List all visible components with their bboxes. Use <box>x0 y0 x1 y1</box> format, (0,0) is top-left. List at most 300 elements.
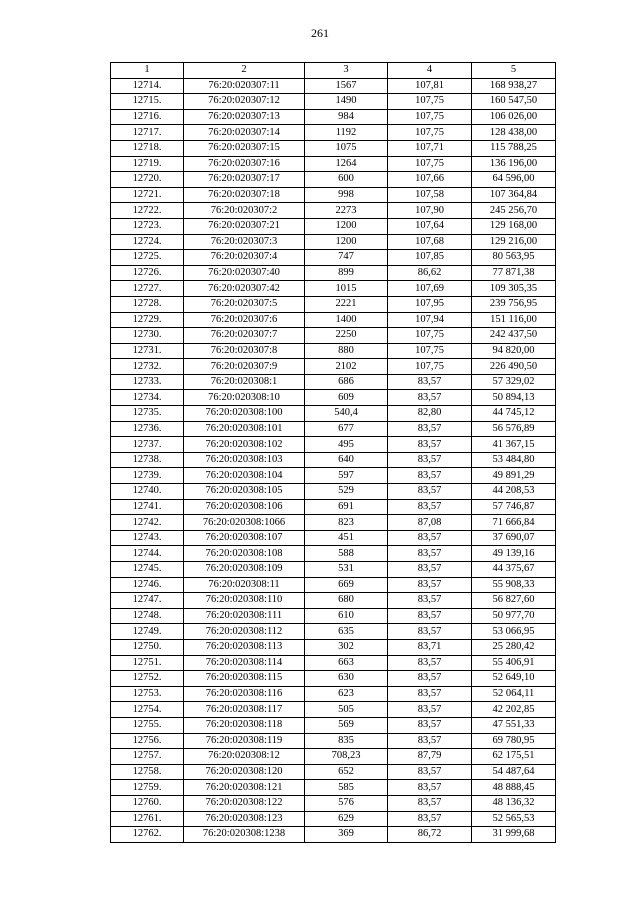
amount-cell: 25 280,42 <box>472 639 556 655</box>
area-cell: 686 <box>305 374 388 390</box>
rate-cell: 107,94 <box>388 312 472 328</box>
rate-cell: 83,57 <box>388 764 472 780</box>
amount-cell: 129 168,00 <box>472 218 556 234</box>
rate-cell: 107,71 <box>388 140 472 156</box>
row-number-cell: 12762. <box>111 827 184 843</box>
rate-cell: 83,57 <box>388 795 472 811</box>
table-row <box>111 374 556 390</box>
row-number-cell: 12731. <box>111 343 184 359</box>
area-cell: 505 <box>305 702 388 718</box>
table-row <box>111 593 556 609</box>
area-cell: 823 <box>305 515 388 531</box>
cadastral-number-cell: 76:20:020307:11 <box>184 78 305 94</box>
area-cell: 531 <box>305 562 388 578</box>
area-cell: 2250 <box>305 328 388 344</box>
rate-cell: 107,66 <box>388 172 472 188</box>
area-cell: 369 <box>305 827 388 843</box>
area-cell: 529 <box>305 484 388 500</box>
area-cell: 630 <box>305 671 388 687</box>
amount-cell: 128 438,00 <box>472 125 556 141</box>
amount-cell: 54 487,64 <box>472 764 556 780</box>
cadastral-number-cell: 76:20:020308:115 <box>184 671 305 687</box>
row-number-cell: 12729. <box>111 312 184 328</box>
rate-cell: 107,90 <box>388 203 472 219</box>
row-number-cell: 12738. <box>111 452 184 468</box>
cadastral-number-cell: 76:20:020307:13 <box>184 109 305 125</box>
row-number-cell: 12741. <box>111 499 184 515</box>
amount-cell: 115 788,25 <box>472 140 556 156</box>
table-row <box>111 546 556 562</box>
area-cell: 998 <box>305 187 388 203</box>
amount-cell: 55 908,33 <box>472 577 556 593</box>
cadastral-number-cell: 76:20:020307:2 <box>184 203 305 219</box>
row-number-cell: 12749. <box>111 624 184 640</box>
cadastral-number-cell: 76:20:020307:21 <box>184 218 305 234</box>
table-body <box>111 78 556 842</box>
area-cell: 2102 <box>305 359 388 375</box>
cadastral-number-cell: 76:20:020307:8 <box>184 343 305 359</box>
row-number-cell: 12744. <box>111 546 184 562</box>
table-row <box>111 125 556 141</box>
table-row <box>111 312 556 328</box>
cadastral-number-cell: 76:20:020308:110 <box>184 593 305 609</box>
amount-cell: 136 196,00 <box>472 156 556 172</box>
rate-cell: 83,57 <box>388 717 472 733</box>
table-header-row <box>111 63 556 79</box>
cadastral-number-cell: 76:20:020307:42 <box>184 281 305 297</box>
amount-cell: 109 305,35 <box>472 281 556 297</box>
rate-cell: 87,79 <box>388 749 472 765</box>
amount-cell: 57 329,02 <box>472 374 556 390</box>
area-cell: 1075 <box>305 140 388 156</box>
amount-cell: 50 894,13 <box>472 390 556 406</box>
amount-cell: 239 756,95 <box>472 296 556 312</box>
cadastral-number-cell: 76:20:020308:117 <box>184 702 305 718</box>
table-row <box>111 140 556 156</box>
amount-cell: 49 891,29 <box>472 468 556 484</box>
row-number-cell: 12734. <box>111 390 184 406</box>
amount-cell: 49 139,16 <box>472 546 556 562</box>
area-cell: 585 <box>305 780 388 796</box>
area-cell: 880 <box>305 343 388 359</box>
row-number-cell: 12726. <box>111 265 184 281</box>
table-row <box>111 624 556 640</box>
table-row <box>111 78 556 94</box>
amount-cell: 48 888,45 <box>472 780 556 796</box>
cadastral-number-cell: 76:20:020308:122 <box>184 795 305 811</box>
row-number-cell: 12723. <box>111 218 184 234</box>
table-row <box>111 172 556 188</box>
rate-cell: 83,57 <box>388 562 472 578</box>
row-number-cell: 12751. <box>111 655 184 671</box>
row-number-cell: 12748. <box>111 608 184 624</box>
cadastral-number-cell: 76:20:020307:14 <box>184 125 305 141</box>
amount-cell: 44 745,12 <box>472 406 556 422</box>
cadastral-number-cell: 76:20:020308:1238 <box>184 827 305 843</box>
rate-cell: 107,81 <box>388 78 472 94</box>
row-number-cell: 12728. <box>111 296 184 312</box>
row-number-cell: 12746. <box>111 577 184 593</box>
rate-cell: 86,62 <box>388 265 472 281</box>
cadastral-number-cell: 76:20:020308:12 <box>184 749 305 765</box>
rate-cell: 83,57 <box>388 390 472 406</box>
amount-cell: 44 375,67 <box>472 562 556 578</box>
table-row <box>111 406 556 422</box>
cadastral-number-cell: 76:20:020308:11 <box>184 577 305 593</box>
area-cell: 2221 <box>305 296 388 312</box>
rate-cell: 83,71 <box>388 639 472 655</box>
area-cell: 1400 <box>305 312 388 328</box>
rate-cell: 83,57 <box>388 733 472 749</box>
row-number-cell: 12725. <box>111 250 184 266</box>
table-row <box>111 562 556 578</box>
table-row <box>111 234 556 250</box>
cadastral-number-cell: 76:20:020308:111 <box>184 608 305 624</box>
table-row <box>111 515 556 531</box>
cadastral-number-cell: 76:20:020308:1066 <box>184 515 305 531</box>
row-number-cell: 12718. <box>111 140 184 156</box>
area-cell: 640 <box>305 452 388 468</box>
row-number-cell: 12737. <box>111 437 184 453</box>
table-row <box>111 296 556 312</box>
amount-cell: 245 256,70 <box>472 203 556 219</box>
area-cell: 1015 <box>305 281 388 297</box>
row-number-cell: 12720. <box>111 172 184 188</box>
row-number-cell: 12715. <box>111 94 184 110</box>
table-row <box>111 499 556 515</box>
table-row <box>111 733 556 749</box>
cadastral-number-cell: 76:20:020308:118 <box>184 717 305 733</box>
cadastral-number-cell: 76:20:020307:16 <box>184 156 305 172</box>
rate-cell: 83,57 <box>388 546 472 562</box>
page-number: 261 <box>311 26 329 40</box>
amount-cell: 50 977,70 <box>472 608 556 624</box>
row-number-cell: 12727. <box>111 281 184 297</box>
column-header: 3 <box>305 63 388 79</box>
amount-cell: 44 208,53 <box>472 484 556 500</box>
row-number-cell: 12742. <box>111 515 184 531</box>
row-number-cell: 12761. <box>111 811 184 827</box>
rate-cell: 107,75 <box>388 359 472 375</box>
cadastral-number-cell: 76:20:020308:107 <box>184 530 305 546</box>
cadastral-number-cell: 76:20:020307:17 <box>184 172 305 188</box>
cadastral-number-cell: 76:20:020307:9 <box>184 359 305 375</box>
table-row <box>111 218 556 234</box>
area-cell: 623 <box>305 686 388 702</box>
amount-cell: 53 066,95 <box>472 624 556 640</box>
registry-table <box>110 62 556 843</box>
cadastral-number-cell: 76:20:020308:109 <box>184 562 305 578</box>
cadastral-number-cell: 76:20:020308:119 <box>184 733 305 749</box>
rate-cell: 83,57 <box>388 499 472 515</box>
area-cell: 610 <box>305 608 388 624</box>
row-number-cell: 12760. <box>111 795 184 811</box>
amount-cell: 106 026,00 <box>472 109 556 125</box>
table-row <box>111 484 556 500</box>
amount-cell: 107 364,84 <box>472 187 556 203</box>
area-cell: 629 <box>305 811 388 827</box>
row-number-cell: 12730. <box>111 328 184 344</box>
cadastral-number-cell: 76:20:020308:105 <box>184 484 305 500</box>
amount-cell: 69 780,95 <box>472 733 556 749</box>
area-cell: 2273 <box>305 203 388 219</box>
table-row <box>111 265 556 281</box>
area-cell: 652 <box>305 764 388 780</box>
cadastral-number-cell: 76:20:020307:3 <box>184 234 305 250</box>
rate-cell: 107,95 <box>388 296 472 312</box>
area-cell: 1567 <box>305 78 388 94</box>
amount-cell: 41 367,15 <box>472 437 556 453</box>
rate-cell: 83,57 <box>388 437 472 453</box>
area-cell: 899 <box>305 265 388 281</box>
area-cell: 691 <box>305 499 388 515</box>
area-cell: 576 <box>305 795 388 811</box>
area-cell: 747 <box>305 250 388 266</box>
column-header: 1 <box>111 63 184 79</box>
cadastral-number-cell: 76:20:020308:120 <box>184 764 305 780</box>
cadastral-number-cell: 76:20:020307:4 <box>184 250 305 266</box>
rate-cell: 83,57 <box>388 655 472 671</box>
rate-cell: 83,57 <box>388 530 472 546</box>
column-header: 4 <box>388 63 472 79</box>
area-cell: 708,23 <box>305 749 388 765</box>
rate-cell: 107,75 <box>388 328 472 344</box>
rate-cell: 82,80 <box>388 406 472 422</box>
amount-cell: 226 490,50 <box>472 359 556 375</box>
area-cell: 984 <box>305 109 388 125</box>
row-number-cell: 12747. <box>111 593 184 609</box>
table-row <box>111 390 556 406</box>
area-cell: 588 <box>305 546 388 562</box>
cadastral-number-cell: 76:20:020308:123 <box>184 811 305 827</box>
table-row <box>111 452 556 468</box>
rate-cell: 83,57 <box>388 468 472 484</box>
cadastral-number-cell: 76:20:020308:114 <box>184 655 305 671</box>
cadastral-number-cell: 76:20:020307:5 <box>184 296 305 312</box>
amount-cell: 56 576,89 <box>472 421 556 437</box>
rate-cell: 86,72 <box>388 827 472 843</box>
amount-cell: 52 064,11 <box>472 686 556 702</box>
rate-cell: 83,57 <box>388 686 472 702</box>
row-number-cell: 12739. <box>111 468 184 484</box>
cadastral-number-cell: 76:20:020307:18 <box>184 187 305 203</box>
table-row <box>111 250 556 266</box>
rate-cell: 107,75 <box>388 125 472 141</box>
row-number-cell: 12756. <box>111 733 184 749</box>
table-row <box>111 577 556 593</box>
cadastral-number-cell: 76:20:020307:6 <box>184 312 305 328</box>
table-row <box>111 156 556 172</box>
table-row <box>111 530 556 546</box>
table-row <box>111 795 556 811</box>
rate-cell: 83,57 <box>388 484 472 500</box>
area-cell: 609 <box>305 390 388 406</box>
row-number-cell: 12716. <box>111 109 184 125</box>
amount-cell: 160 547,50 <box>472 94 556 110</box>
rate-cell: 83,57 <box>388 624 472 640</box>
row-number-cell: 12743. <box>111 530 184 546</box>
row-number-cell: 12759. <box>111 780 184 796</box>
column-header: 5 <box>472 63 556 79</box>
table-row <box>111 764 556 780</box>
area-cell: 1264 <box>305 156 388 172</box>
rate-cell: 83,57 <box>388 452 472 468</box>
area-cell: 495 <box>305 437 388 453</box>
cadastral-number-cell: 76:20:020308:104 <box>184 468 305 484</box>
rate-cell: 107,75 <box>388 94 472 110</box>
rate-cell: 83,57 <box>388 608 472 624</box>
cadastral-number-cell: 76:20:020307:12 <box>184 94 305 110</box>
row-number-cell: 12732. <box>111 359 184 375</box>
table-row <box>111 468 556 484</box>
row-number-cell: 12754. <box>111 702 184 718</box>
table-row <box>111 421 556 437</box>
row-number-cell: 12740. <box>111 484 184 500</box>
amount-cell: 52 649,10 <box>472 671 556 687</box>
cadastral-number-cell: 76:20:020308:100 <box>184 406 305 422</box>
amount-cell: 52 565,53 <box>472 811 556 827</box>
amount-cell: 62 175,51 <box>472 749 556 765</box>
rate-cell: 107,75 <box>388 156 472 172</box>
amount-cell: 47 551,33 <box>472 717 556 733</box>
cadastral-number-cell: 76:20:020308:103 <box>184 452 305 468</box>
amount-cell: 64 596,00 <box>472 172 556 188</box>
table-row <box>111 811 556 827</box>
amount-cell: 57 746,87 <box>472 499 556 515</box>
amount-cell: 37 690,07 <box>472 530 556 546</box>
table-row <box>111 94 556 110</box>
rate-cell: 83,57 <box>388 593 472 609</box>
rate-cell: 107,68 <box>388 234 472 250</box>
cadastral-number-cell: 76:20:020308:108 <box>184 546 305 562</box>
rate-cell: 83,57 <box>388 421 472 437</box>
rate-cell: 83,57 <box>388 811 472 827</box>
area-cell: 1192 <box>305 125 388 141</box>
rate-cell: 107,69 <box>388 281 472 297</box>
area-cell: 1490 <box>305 94 388 110</box>
rate-cell: 107,75 <box>388 109 472 125</box>
area-cell: 677 <box>305 421 388 437</box>
table-row <box>111 749 556 765</box>
table-row <box>111 109 556 125</box>
rate-cell: 83,57 <box>388 577 472 593</box>
amount-cell: 56 827,60 <box>472 593 556 609</box>
table-row <box>111 655 556 671</box>
rate-cell: 107,75 <box>388 343 472 359</box>
cadastral-number-cell: 76:20:020307:15 <box>184 140 305 156</box>
area-cell: 451 <box>305 530 388 546</box>
area-cell: 569 <box>305 717 388 733</box>
cadastral-number-cell: 76:20:020308:106 <box>184 499 305 515</box>
area-cell: 835 <box>305 733 388 749</box>
row-number-cell: 12721. <box>111 187 184 203</box>
cadastral-number-cell: 76:20:020308:121 <box>184 780 305 796</box>
table-row <box>111 359 556 375</box>
cadastral-number-cell: 76:20:020307:7 <box>184 328 305 344</box>
row-number-cell: 12735. <box>111 406 184 422</box>
amount-cell: 242 437,50 <box>472 328 556 344</box>
table-row <box>111 608 556 624</box>
cadastral-number-cell: 76:20:020308:102 <box>184 437 305 453</box>
row-number-cell: 12755. <box>111 717 184 733</box>
amount-cell: 168 938,27 <box>472 78 556 94</box>
amount-cell: 53 484,80 <box>472 452 556 468</box>
table-row <box>111 187 556 203</box>
amount-cell: 80 563,95 <box>472 250 556 266</box>
cadastral-number-cell: 76:20:020308:1 <box>184 374 305 390</box>
table-row <box>111 328 556 344</box>
row-number-cell: 12736. <box>111 421 184 437</box>
area-cell: 1200 <box>305 218 388 234</box>
amount-cell: 94 820,00 <box>472 343 556 359</box>
row-number-cell: 12733. <box>111 374 184 390</box>
row-number-cell: 12753. <box>111 686 184 702</box>
amount-cell: 31 999,68 <box>472 827 556 843</box>
rate-cell: 83,57 <box>388 702 472 718</box>
table-row <box>111 717 556 733</box>
area-cell: 635 <box>305 624 388 640</box>
area-cell: 1200 <box>305 234 388 250</box>
area-cell: 302 <box>305 639 388 655</box>
cadastral-number-cell: 76:20:020308:10 <box>184 390 305 406</box>
row-number-cell: 12724. <box>111 234 184 250</box>
rate-cell: 83,57 <box>388 671 472 687</box>
row-number-cell: 12750. <box>111 639 184 655</box>
amount-cell: 42 202,85 <box>472 702 556 718</box>
area-cell: 680 <box>305 593 388 609</box>
row-number-cell: 12757. <box>111 749 184 765</box>
table-row <box>111 827 556 843</box>
cadastral-number-cell: 76:20:020308:116 <box>184 686 305 702</box>
rate-cell: 107,64 <box>388 218 472 234</box>
area-cell: 600 <box>305 172 388 188</box>
area-cell: 663 <box>305 655 388 671</box>
table-row <box>111 203 556 219</box>
row-number-cell: 12719. <box>111 156 184 172</box>
rate-cell: 107,85 <box>388 250 472 266</box>
row-number-cell: 12758. <box>111 764 184 780</box>
amount-cell: 71 666,84 <box>472 515 556 531</box>
area-cell: 669 <box>305 577 388 593</box>
table-row <box>111 686 556 702</box>
table-row <box>111 281 556 297</box>
rate-cell: 107,58 <box>388 187 472 203</box>
table-row <box>111 780 556 796</box>
cadastral-number-cell: 76:20:020308:112 <box>184 624 305 640</box>
row-number-cell: 12745. <box>111 562 184 578</box>
table-row <box>111 702 556 718</box>
amount-cell: 129 216,00 <box>472 234 556 250</box>
row-number-cell: 12714. <box>111 78 184 94</box>
column-header: 2 <box>184 63 305 79</box>
rate-cell: 87,08 <box>388 515 472 531</box>
row-number-cell: 12722. <box>111 203 184 219</box>
row-number-cell: 12717. <box>111 125 184 141</box>
table-row <box>111 437 556 453</box>
table-row <box>111 671 556 687</box>
amount-cell: 77 871,38 <box>472 265 556 281</box>
area-cell: 540,4 <box>305 406 388 422</box>
rate-cell: 83,57 <box>388 780 472 796</box>
amount-cell: 48 136,32 <box>472 795 556 811</box>
cadastral-number-cell: 76:20:020308:101 <box>184 421 305 437</box>
cadastral-number-cell: 76:20:020308:113 <box>184 639 305 655</box>
rate-cell: 83,57 <box>388 374 472 390</box>
amount-cell: 55 406,91 <box>472 655 556 671</box>
cadastral-number-cell: 76:20:020307:40 <box>184 265 305 281</box>
area-cell: 597 <box>305 468 388 484</box>
table-row <box>111 639 556 655</box>
